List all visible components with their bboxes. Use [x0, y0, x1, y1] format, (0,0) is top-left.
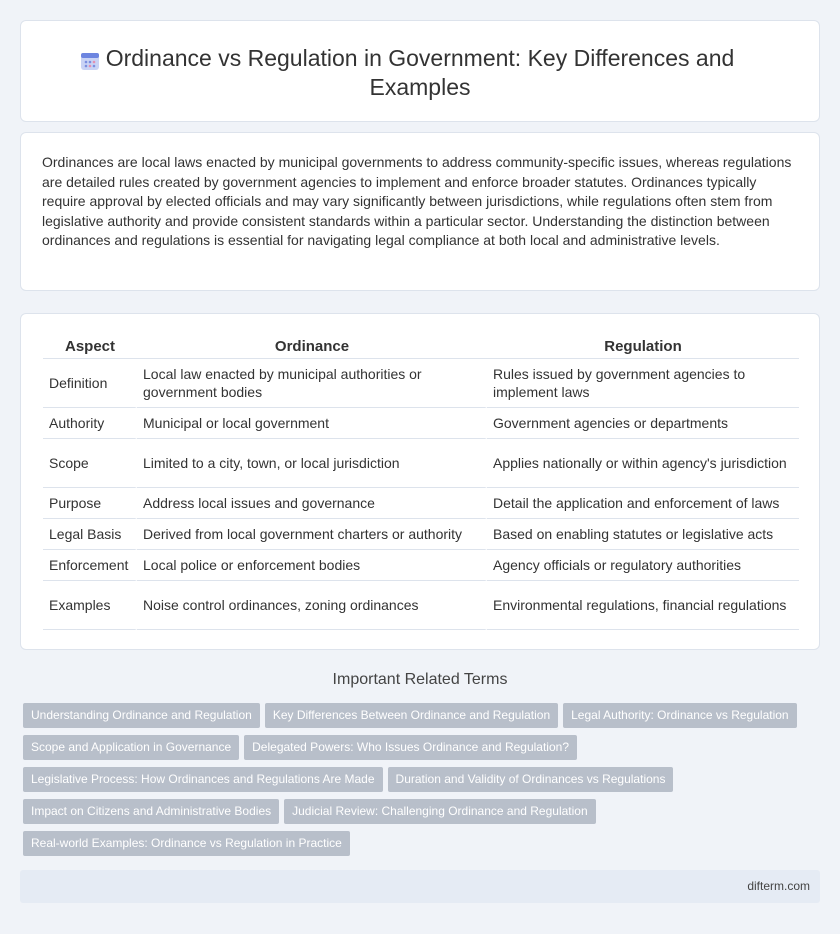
- calendar-icon: [79, 50, 101, 72]
- table-row: [43, 408, 799, 439]
- table-row: [43, 581, 799, 630]
- aspect-cell: Definition: [43, 359, 137, 408]
- intro-card: [20, 132, 820, 291]
- aspect-cell: Legal Basis: [43, 519, 137, 550]
- regulation-cell: Based on enabling statutes or legislative acts: [487, 519, 799, 550]
- comparison-table-card: [20, 313, 820, 650]
- regulation-cell: Applies nationally or within agency's jurisdiction: [487, 439, 799, 488]
- ordinance-cell: Derived from local government charters or authority: [137, 519, 487, 550]
- footer-site-link[interactable]: difterm.com: [747, 879, 810, 893]
- table-row: [43, 519, 799, 550]
- ordinance-cell: Noise control ordinances, zoning ordinances: [137, 581, 487, 630]
- comparison-table: [43, 335, 799, 630]
- ordinance-cell: Municipal or local government: [137, 408, 487, 439]
- related-term-tag[interactable]: Delegated Powers: Who Issues Ordinance and Regulation?: [244, 735, 577, 760]
- regulation-cell: Detail the application and enforcement of laws: [487, 488, 799, 519]
- header-aspect: Aspect: [43, 335, 137, 359]
- related-terms-heading: Important Related Terms: [332, 671, 508, 688]
- related-term-tag[interactable]: Key Differences Between Ordinance and Regulation: [265, 703, 558, 728]
- aspect-cell: Purpose: [43, 488, 137, 519]
- table-row: [43, 550, 799, 581]
- aspect-cell: Examples: [43, 581, 137, 630]
- header-regulation: Regulation: [487, 335, 799, 359]
- regulation-cell: Environmental regulations, financial regulations: [487, 581, 799, 630]
- regulation-cell: Agency officials or regulatory authorities: [487, 550, 799, 581]
- intro-paragraph: Ordinances are local laws enacted by municipal governments to address community-specific issues, whereas regulations are detailed rules created by government agencies to implement and enforce broader statutes. Ordinances typically require approval by elected officials and may vary significantly between jurisdictions, while regulations often stem from legislative authority and provide consistent standards within a particular sector. Understanding the distinction between ordinances and regulations is essential for navigating legal compliance at both local and administrative levels.: [42, 154, 792, 249]
- related-term-tag[interactable]: Duration and Validity of Ordinances vs Regulations: [388, 767, 674, 792]
- aspect-cell: Scope: [43, 439, 137, 488]
- header-card: [20, 20, 820, 122]
- table-row: [43, 359, 799, 408]
- table-row: [43, 439, 799, 488]
- table-header-row: [43, 335, 799, 359]
- related-term-tag[interactable]: Scope and Application in Governance: [23, 735, 239, 760]
- aspect-cell: Authority: [43, 408, 137, 439]
- ordinance-cell: Local police or enforcement bodies: [137, 550, 487, 581]
- related-term-tag[interactable]: Impact on Citizens and Administrative Bodies: [23, 799, 279, 824]
- header-ordinance: Ordinance: [137, 335, 487, 359]
- related-term-tag[interactable]: Real-world Examples: Ordinance vs Regulation in Practice: [23, 831, 350, 856]
- regulation-cell: Rules issued by government agencies to implement laws: [487, 359, 799, 408]
- title-wrap: [21, 44, 819, 102]
- ordinance-cell: Address local issues and governance: [137, 488, 487, 519]
- aspect-cell: Enforcement: [43, 550, 137, 581]
- ordinance-cell: Local law enacted by municipal authorities or government bodies: [137, 359, 487, 408]
- related-term-tag[interactable]: Legislative Process: How Ordinances and Regulations Are Made: [23, 767, 383, 792]
- table-row: [43, 488, 799, 519]
- ordinance-cell: Limited to a city, town, or local jurisdiction: [137, 439, 487, 488]
- related-term-tag[interactable]: Judicial Review: Challenging Ordinance and Regulation: [284, 799, 596, 824]
- related-term-tag[interactable]: Understanding Ordinance and Regulation: [23, 703, 260, 728]
- page-title: Ordinance vs Regulation in Government: Key Differences and Examples: [105, 45, 735, 100]
- regulation-cell: Government agencies or departments: [487, 408, 799, 439]
- footer-bar: [20, 870, 820, 903]
- related-term-tag[interactable]: Legal Authority: Ordinance vs Regulation: [563, 703, 796, 728]
- related-terms-list: [23, 703, 813, 863]
